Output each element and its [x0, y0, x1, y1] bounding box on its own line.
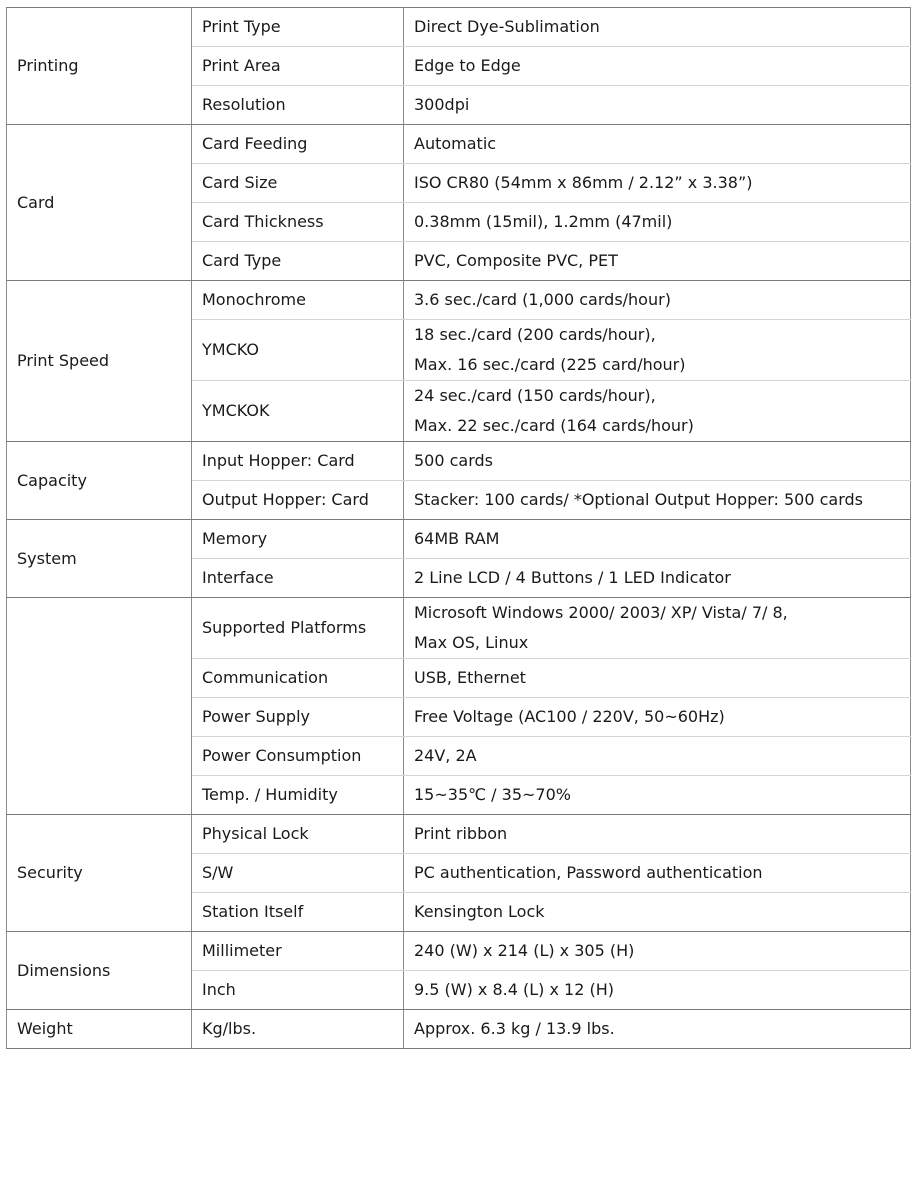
spec-row	[7, 1010, 911, 1049]
spec-value	[404, 86, 911, 125]
spec-value-line: Stacker: 100 cards/ *Optional Output Hopper: 500 cards	[414, 490, 863, 509]
spec-label: Interface	[192, 559, 404, 598]
spec-label: YMCKO	[192, 320, 404, 381]
spec-row	[7, 520, 911, 559]
spec-row	[7, 932, 911, 971]
spec-value	[404, 164, 911, 203]
spec-value	[404, 442, 911, 481]
spec-value	[404, 815, 911, 854]
spec-value	[404, 659, 911, 698]
spec-label: S/W	[192, 854, 404, 893]
spec-value	[404, 971, 911, 1010]
spec-value	[404, 481, 911, 520]
category-cell: Weight	[7, 1010, 192, 1049]
spec-value	[404, 381, 911, 442]
spec-label: Monochrome	[192, 281, 404, 320]
spec-label: Memory	[192, 520, 404, 559]
spec-value-line: 24V, 2A	[414, 746, 477, 765]
spec-label: Kg/lbs.	[192, 1010, 404, 1049]
spec-value	[404, 281, 911, 320]
spec-label: Output Hopper: Card	[192, 481, 404, 520]
spec-value-line: Print ribbon	[414, 824, 508, 843]
spec-value-line: 18 sec./card (200 cards/hour),	[414, 325, 656, 344]
category-cell: System	[7, 520, 192, 598]
spec-value	[404, 776, 911, 815]
spec-row	[7, 598, 911, 659]
spec-value-line: 0.38mm (15mil), 1.2mm (47mil)	[414, 212, 673, 231]
spec-value-line: 3.6 sec./card (1,000 cards/hour)	[414, 290, 671, 309]
spec-value-line: 240 (W) x 214 (L) x 305 (H)	[414, 941, 635, 960]
spec-value	[404, 320, 911, 381]
spec-label: Print Area	[192, 47, 404, 86]
spec-row	[7, 815, 911, 854]
spec-label: Card Size	[192, 164, 404, 203]
spec-value-line: Automatic	[414, 134, 497, 153]
spec-value-line: Kensington Lock	[414, 902, 545, 921]
category-cell: Dimensions	[7, 932, 192, 1010]
spec-value-line: Max. 16 sec./card (225 card/hour)	[414, 355, 686, 374]
spec-value	[404, 893, 911, 932]
spec-label: Card Thickness	[192, 203, 404, 242]
spec-label: Card Type	[192, 242, 404, 281]
spec-value	[404, 737, 911, 776]
spec-value	[404, 698, 911, 737]
spec-value	[404, 242, 911, 281]
spec-value-line: 300dpi	[414, 95, 470, 114]
spec-value-line: Edge to Edge	[414, 56, 521, 75]
spec-value-line: Approx. 6.3 kg / 13.9 lbs.	[414, 1019, 615, 1038]
spec-row	[7, 281, 911, 320]
spec-table-body	[7, 8, 911, 1049]
spec-value-line: PC authentication, Password authentication	[414, 863, 763, 882]
spec-value	[404, 47, 911, 86]
spec-value	[404, 598, 911, 659]
spec-label: Inch	[192, 971, 404, 1010]
spec-label: Supported Platforms	[192, 598, 404, 659]
spec-value	[404, 125, 911, 164]
spec-label: YMCKOK	[192, 381, 404, 442]
spec-value-line: 500 cards	[414, 451, 494, 470]
spec-label: Power Supply	[192, 698, 404, 737]
spec-table	[6, 7, 911, 1049]
spec-value-line: Max OS, Linux	[414, 633, 529, 652]
spec-value	[404, 559, 911, 598]
spec-label: Millimeter	[192, 932, 404, 971]
spec-value	[404, 854, 911, 893]
spec-label: Input Hopper: Card	[192, 442, 404, 481]
spec-value-line: PVC, Composite PVC, PET	[414, 251, 618, 270]
spec-value-line: Direct Dye-Sublimation	[414, 17, 600, 36]
spec-label: Power Consumption	[192, 737, 404, 776]
spec-label: Print Type	[192, 8, 404, 47]
spec-label: Physical Lock	[192, 815, 404, 854]
spec-value-line: 9.5 (W) x 8.4 (L) x 12 (H)	[414, 980, 615, 999]
spec-value-line: Free Voltage (AC100 / 220V, 50~60Hz)	[414, 707, 725, 726]
spec-value-line: 64MB RAM	[414, 529, 500, 548]
category-cell: Print Speed	[7, 281, 192, 442]
spec-label: Communication	[192, 659, 404, 698]
category-cell: Security	[7, 815, 192, 932]
spec-row	[7, 8, 911, 47]
spec-value	[404, 203, 911, 242]
spec-value	[404, 1010, 911, 1049]
spec-value-line: USB, Ethernet	[414, 668, 526, 687]
spec-label: Temp. / Humidity	[192, 776, 404, 815]
spec-value	[404, 8, 911, 47]
spec-value-line: 15~35℃ / 35~70%	[414, 785, 571, 804]
spec-label: Resolution	[192, 86, 404, 125]
spec-value-line: ISO CR80 (54mm x 86mm / 2.12” x 3.38”)	[414, 173, 753, 192]
spec-value-line: Microsoft Windows 2000/ 2003/ XP/ Vista/ 7/ 8,	[414, 603, 788, 622]
category-cell: Capacity	[7, 442, 192, 520]
spec-value	[404, 520, 911, 559]
spec-value-line: 24 sec./card (150 cards/hour),	[414, 386, 656, 405]
category-cell: Printing	[7, 8, 192, 125]
spec-label: Station Itself	[192, 893, 404, 932]
spec-value	[404, 932, 911, 971]
spec-value-line: Max. 22 sec./card (164 cards/hour)	[414, 416, 694, 435]
spec-label: Card Feeding	[192, 125, 404, 164]
category-cell: Card	[7, 125, 192, 281]
spec-row	[7, 442, 911, 481]
spec-row	[7, 125, 911, 164]
spec-value-line: 2 Line LCD / 4 Buttons / 1 LED Indicator	[414, 568, 731, 587]
category-cell	[7, 598, 192, 815]
